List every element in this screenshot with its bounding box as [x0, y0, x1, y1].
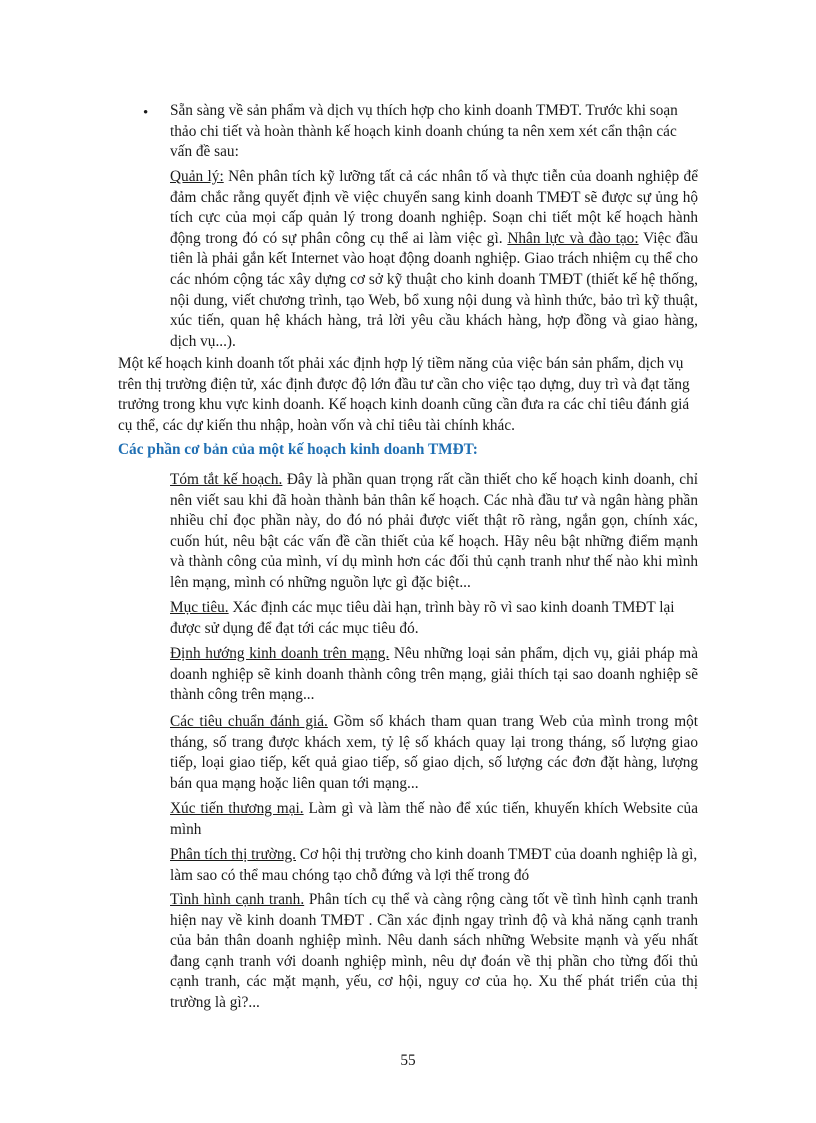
management-human-resources-paragraph — [170, 167, 698, 352]
section-summary — [170, 470, 698, 594]
section-heading: Các phần cơ bản của một kế hoạch kinh doanh TMĐT: — [118, 441, 478, 458]
section-online-direction-text: Nêu những loại sản phẩm, dịch vụ, giải pháp mà doanh nghiệp sẽ kinh doanh thành công trên mạng, giải thích tại sao doanh nghiệp sẽ thành công trên mạng... — [170, 645, 698, 704]
management-label: Quản lý: — [170, 168, 224, 185]
intro-bullet-text: Sẵn sàng về sản phẩm và dịch vụ thích hợp cho kinh doanh TMĐT. Trước khi soạn thảo chi tiết và hoàn thành kế hoạch kinh doanh chúng ta nên xem xét cẩn thận các vấn đề sau: — [170, 102, 678, 161]
section-market-analysis-label: Phân tích thị trường. — [170, 846, 296, 863]
section-market-analysis-text: Cơ hội thị trường cho kinh doanh TMĐT của doanh nghiệp là gì, làm sao có thể mau chóng tạo chỗ đứng và lợi thế trong đó — [170, 846, 698, 884]
section-criteria — [170, 712, 698, 794]
section-promotion-text: Làm gì và làm thế nào để xúc tiến, khuyến khích Website của mình — [170, 800, 698, 838]
section-market-analysis — [170, 845, 698, 886]
section-summary-label: Tóm tắt kế hoạch. — [170, 471, 283, 488]
section-objectives — [170, 598, 690, 639]
bullet-icon: • — [143, 105, 149, 121]
section-criteria-text: Gồm số khách tham quan trang Web của mình trong một tháng, số trang được khách xem, tỷ lệ số khách quay lại trong tháng, số lượng giao tiếp, loại giao tiếp, kết quả giao tiếp, số giao dịch, số lượng các đơn đặt hàng, lượng bán qua mạng hoặc liên quan tới mạng... — [170, 713, 699, 792]
section-competition-label: Tình hình cạnh tranh. — [170, 891, 305, 908]
section-promotion-label: Xúc tiến thương mại. — [170, 800, 304, 817]
section-objectives-label: Mục tiêu. — [170, 599, 229, 616]
section-online-direction-label: Định hướng kinh doanh trên mạng. — [170, 645, 390, 662]
section-criteria-label: Các tiêu chuẩn đánh giá. — [170, 713, 328, 730]
section-promotion — [170, 799, 698, 840]
human-resources-text: Việc đầu tiên là phải gắn kết Internet vào hoạt động doanh nghiệp. Giao trách nhiệm cụ thể cho các nhóm cộng tác xây dựng cơ sở kỹ thuật cho kinh doanh TMĐT (thiết kế hệ thống, nội dung, viết chương trình, tạo Web, bổ xung nội dung và hình thức, bảo trì kỹ thuật, xúc tiến, quan hệ khách hàng, trả lời yêu cầu khách hàng, hợp đồng và giao hàng, dịch vụ...). — [170, 229, 698, 350]
section-objectives-text: Xác định các mục tiêu dài hạn, trình bày rõ vì sao kinh doanh TMĐT lại được sử dụng để đạt tới các mục tiêu đó. — [170, 599, 675, 637]
page-number: 55 — [400, 1052, 416, 1069]
section-online-direction — [170, 644, 698, 706]
main-paragraph: Một kế hoạch kinh doanh tốt phải xác định hợp lý tiềm năng của việc bán sản phẩm, dịch vụ trên thị trường điện tử, xác định được độ lớn đầu tư cần cho việc tạo dựng, duy trì và đạt tăng trưởng trong khu vực kinh doanh. Kế hoạch kinh doanh cũng cần đưa ra các chỉ tiêu đánh giá cụ thể, các dự kiến thu nhập, hoàn vốn và chỉ tiêu tài chính khác. — [118, 355, 690, 434]
management-text: Nên phân tích kỹ lưỡng tất cả các nhân tố và thực tiễn của doanh nghiệp để đảm chắc rằng quyết định về việc chuyển sang kinh doanh TMĐT sẽ được sự ủng hộ tích cực của mọi cấp quản lý trong doanh nghiệp. Soạn chi tiết một kế hoạch hành động trong đó có sự phân công cụ thể ai làm việc gì. — [170, 168, 698, 247]
section-competition — [170, 890, 698, 1014]
section-summary-text: Đây là phần quan trọng rất cần thiết cho kế hoạch kinh doanh, chỉ nên viết sau khi đã hoàn thành bản thân kế hoạch. Các nhà đầu tư và ngân hàng phần nhiều chỉ đọc phần này, do đó nó phải được viết thật rõ ràng, ngắn gọn, chính xác, cuốn hút, nêu bật các vấn đề cần thiết của kế hoạch. Hãy nêu bật những điểm mạnh và thành công của mình, ví dụ mình hơn các đối thủ cạnh tranh như thế nào khi mình lên mạng, mình có những nguồn lực gì đặc biệt... — [170, 471, 698, 591]
human-resources-label: Nhân lực và đào tạo: — [507, 229, 639, 247]
section-competition-text: Phân tích cụ thể và càng rộng càng tốt về tình hình cạnh tranh hiện nay về kinh doanh TMĐT . Cần xác định ngay trình độ và khả năng cạnh tranh của bản thân doanh nghiệp mình. Nêu danh sách những Website mạnh và yếu nhất đang cạnh tranh với doanh nghiệp mình, nêu dự đoán về thị phần cho từng đối thủ cạnh tranh, các mặt mạnh, yếu, cơ hội, nguy cơ của họ. Xu thế phát triển của thị trường là gì?... — [170, 891, 698, 1011]
